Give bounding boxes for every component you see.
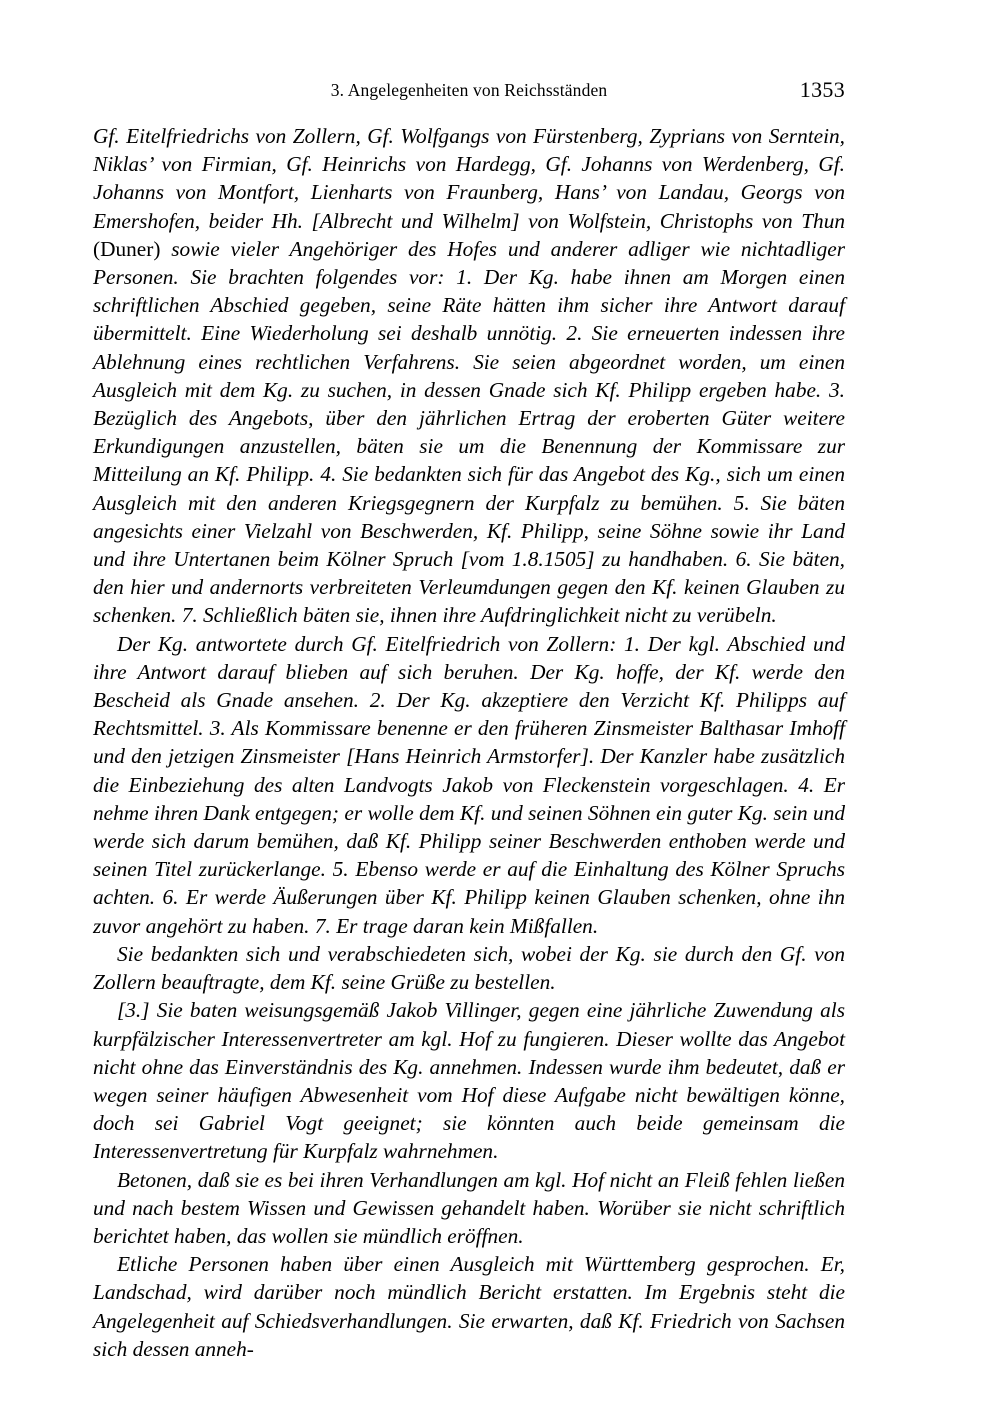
- body-text-block: [93, 122, 845, 1363]
- italic-inline-text: Gf. Eitelfriedrichs von Zollern, Gf. Wolfgangs von Fürstenberg, Zyprians von Serntein, Niklas’ von Firmian, Gf. Heinrichs von Hardegg, Gf. Johanns von Werdenberg, Gf. Johanns von Montfort, Lienharts von Fraunberg, Hans’ von Landau, Georgs von Emershofen, beider Hh. [Albrecht und Wilhelm] von Wolfstein, Christophs von Thun: [93, 124, 845, 233]
- italic-inline-text: [3.] Sie baten weisungsgemäß Jakob Villinger, gegen eine jährliche Zuwendung als kurpfälzischer Interessenvertreter am kgl. Hof zu fungieren. Dieser wollte das Angebot nicht ohne das Einverständnis des Kg. annehmen. Indessen wurde ihm bedeutet, daß er wegen seiner häufigen Abwesenheit vom Hof diese Aufgabe nicht bewältigen könne, doch sei Gabriel Vogt geeignet; sie könnten auch beide gemeinsam die Interessenvertretung für Kurpfalz wahrnehmen.: [93, 998, 845, 1164]
- running-head: [93, 77, 845, 106]
- italic-inline-text: Der Kg. antwortete durch Gf. Eitelfriedrich von Zollern: 1. Der kgl. Abschied und ihre Antwort darauf blieben auf sich beruhen. Der Kg. hoffe, der Kf. werde den Bescheid als Gnade ansehen. 2. Der Kg. akzeptiere den Verzicht Kf. Philipps auf Rechtsmittel. 3. Als Kommissare benenne er den früheren Zinsmeister Balthasar Imhoff und den jetzigen Zinsmeister [Hans Heinrich Armstorfer]. Der Kanzler habe zusätzlich die Einbeziehung des alten Landvogts Jakob von Fleckenstein vorgeschlagen. 4. Er nehme ihren Dank entgegen; er wolle dem Kf. und seinen Söhnen ein guter Kg. sein und werde sich darum bemühen, daß Kf. Philipp seiner Beschwerden enthoben werde und seinen Titel zurückerlange. 5. Ebenso werde er auf die Einhaltung des Kölner Spruchs achten. 6. Er werde Äußerungen über Kf. Philipp keinen Glauben schenken, ohne ihn zuvor angehört zu haben. 7. Er trage daran kein Mißfallen.: [93, 631, 845, 938]
- paragraph: [93, 996, 845, 1165]
- italic-inline-text: Sie bedankten sich und verabschiedeten sich, wobei der Kg. sie durch den Gf. von Zollern beauftragte, dem Kf. seine Grüße zu bestellen.: [93, 941, 845, 995]
- roman-inline-text: (Duner): [93, 236, 161, 261]
- paragraph: [93, 630, 845, 940]
- running-head-title: 3. Angelegenheiten von Reichsständen: [330, 80, 608, 100]
- italic-inline-text: sowie vieler Angehöriger des Hofes und anderer adliger wie nichtadliger Personen. Sie brachten folgendes vor: 1. Der Kg. habe ihnen am Morgen einen schriftlichen Abschied gegeben, seine Räte hätten ihm sicher ihre Antwort darauf übermittelt. Eine Wiederholung sei deshalb unnötig. 2. Sie erneuerten indessen ihre Ablehnung eines rechtlichen Verfahrens. Sie seien abgeordnet worden, um einen Ausgleich mit dem Kg. zu suchen, in dessen Gnade sich Kf. Philipp ergeben habe. 3. Bezüglich des Angebots, über den jährlichen Ertrag der eroberten Güter weitere Erkundigungen anzustellen, bäten sie um die Benennung der Kommissare zur Mitteilung an Kf. Philipp. 4. Sie bedankten sich für das Angebot des Kg., sich um einen Ausgleich mit den anderen Kriegsgegnern der Kurpfalz zu bemühen. 5. Sie bäten angesichts einer Vielzahl von Beschwerden, Kf. Philipp, seine Söhne sowie ihr Land und ihre Untertanen beim Kölner Spruch [vom 1.8.1505] zu handhaben. 6. Sie bäten, den hier und andernorts verbreiteten Verleumdungen gegen den Kf. keinen Glauben zu schenken. 7. Schließlich bäten sie, ihnen ihre Aufdringlichkeit nicht zu verübeln.: [93, 236, 845, 628]
- paragraph: [93, 1250, 845, 1363]
- page-number: 1353: [799, 77, 845, 102]
- italic-inline-text: Betonen, daß sie es bei ihren Verhandlungen am kgl. Hof nicht an Fleiß fehlen ließen und nach bestem Wissen und Gewissen gehandelt haben. Worüber sie nicht schriftlich berichtet haben, das wollen sie mündlich eröffnen.: [93, 1167, 845, 1248]
- paragraph: [93, 122, 845, 630]
- italic-inline-text: Etliche Personen haben über einen Ausgleich mit Württemberg gesprochen. Er, Landschad, wird darüber noch mündlich Bericht erstatten. Im Ergebnis steht die Angelegenheit auf Schiedsverhandlungen. Sie erwarten, daß Kf. Friedrich von Sachsen sich dessen anneh-: [93, 1252, 845, 1361]
- paragraph: [93, 940, 845, 996]
- paragraph: [93, 1166, 845, 1251]
